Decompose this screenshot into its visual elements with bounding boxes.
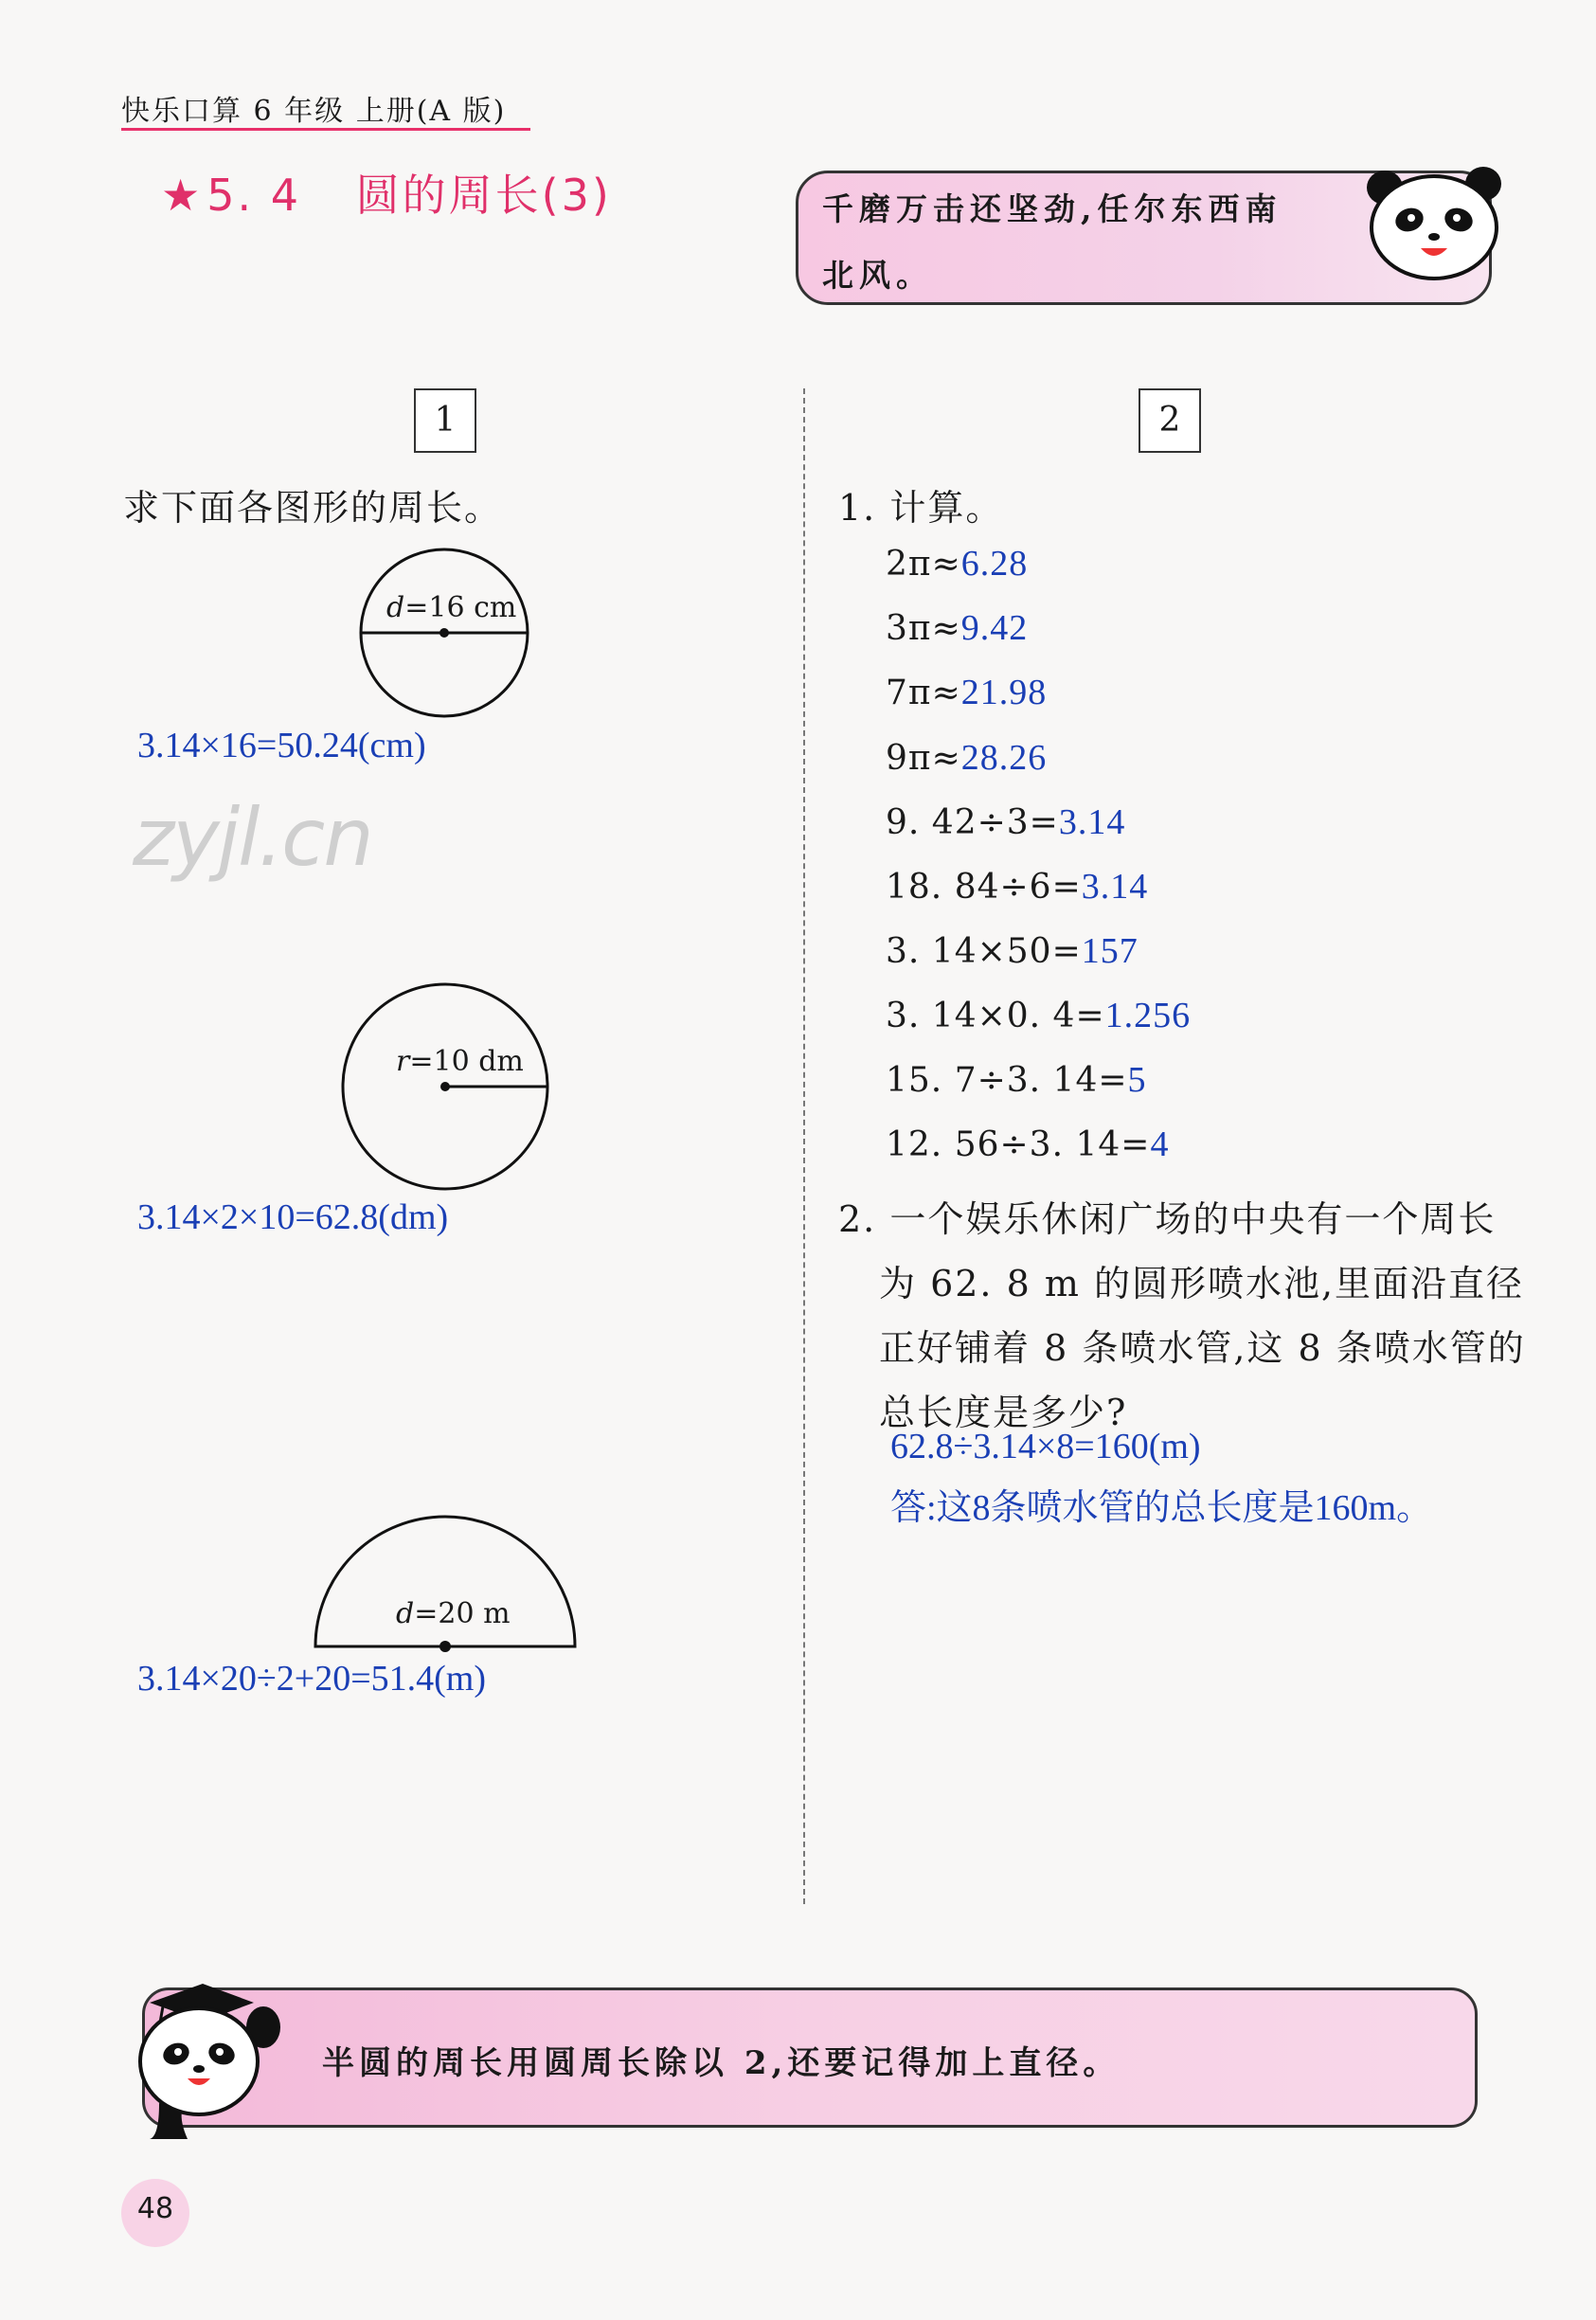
q2-line: 总长度是多少? [879,1392,1128,1433]
calc-expr: 12. 56÷3. 14= [886,1125,1151,1164]
lesson-name: 圆的周长(3) [355,170,612,221]
calc-row [886,995,1191,1036]
calc-expr: 3. 14×0. 4= [886,997,1105,1035]
calc-answer: 157 [1081,931,1139,971]
calc-row [886,801,1125,843]
motto-text [822,176,1334,309]
calc-row [886,1059,1147,1101]
figure-circle-radius [337,980,555,1194]
motto-line-1: 千磨万击还坚劲,任尔东西南 [822,190,1282,227]
lesson-title [161,161,612,224]
q2-solution: 62.8÷3.14×8=160(m) [890,1427,1201,1466]
book-title: 快乐口算 6 年级 上册(A 版) [121,95,507,128]
calc-answer: 3.14 [1058,802,1126,842]
q2-line: 为 62. 8 m 的圆形喷水池,里面沿直径 [879,1263,1525,1304]
star-icon: ★ [161,170,204,221]
calc-row [886,866,1148,908]
figure2-answer: 3.14×2×10=62.8(dm) [137,1197,449,1237]
calc-expr: 15. 7÷3. 14= [886,1061,1128,1100]
page-number: 48 [136,2192,174,2225]
q2-answer: 答:这8条喷水管的总长度是160m。 [890,1488,1433,1528]
panda-graduate-icon [121,1970,292,2141]
calc-row [886,1124,1169,1165]
figure3-label-var: d [396,1597,415,1630]
calc-answer: 5 [1127,1060,1147,1100]
q2-line: 2. 一个娱乐休闲广场的中央有一个周长 [838,1198,1497,1240]
q2-line: 正好铺着 8 条喷水管,这 8 条喷水管的 [879,1327,1526,1369]
figure3-answer: 3.14×20÷2+20=51.4(m) [137,1659,487,1699]
figure1-label-value: =16 cm [404,591,517,624]
figure1-label [386,591,516,624]
figure2-label-var: r [396,1045,410,1078]
figure1-answer: 3.14×16=50.24(cm) [137,726,426,765]
calc-expr: 2π≈ [886,545,961,584]
figure3-label-value: =20 m [414,1597,511,1630]
watermark: zyjl.cn [133,791,372,884]
section-number-1: 1 [414,388,476,453]
calc-expr: 9. 42÷3= [886,803,1059,842]
motto-line-2: 北风。 [822,257,933,294]
figure2-label [396,1045,524,1078]
calc-answer: 9.42 [960,608,1029,648]
calc-expr: 3. 14×50= [886,932,1082,971]
lesson-number: 5. 4 [206,170,302,221]
figure-semicircle [308,1514,583,1656]
calc-row [886,672,1047,713]
calc-answer: 28.26 [960,738,1048,778]
calc-expr: 18. 84÷6= [886,868,1082,907]
figure-circle-diameter [355,548,535,718]
q1-title: 1. 计算。 [838,487,1004,529]
calc-row [886,543,1028,584]
calc-row [886,607,1028,649]
column-divider [803,388,805,1904]
calc-expr: 9π≈ [886,739,961,778]
calc-answer: 3.14 [1081,867,1149,907]
calc-expr: 7π≈ [886,674,961,712]
calc-answer: 6.28 [960,544,1029,584]
section-number-2: 2 [1139,388,1201,453]
calc-answer: 1.256 [1104,996,1192,1035]
section1-prompt: 求下面各图形的周长。 [123,487,503,529]
calc-answer: 4 [1150,1124,1170,1164]
calc-answer: 21.98 [960,673,1048,712]
figure1-label-var: d [386,591,405,624]
calc-row [886,930,1139,972]
q2-text [838,1187,1526,1445]
calc-row [886,737,1047,779]
header-underline [121,128,530,131]
figure2-label-value: =10 dm [409,1045,524,1078]
calc-expr: 3π≈ [886,609,961,648]
panda-head-icon [1362,161,1506,284]
figure3-label [396,1597,511,1630]
tip-text: 半圆的周长用圆周长除以 2,还要记得加上直径。 [322,2044,1121,2082]
